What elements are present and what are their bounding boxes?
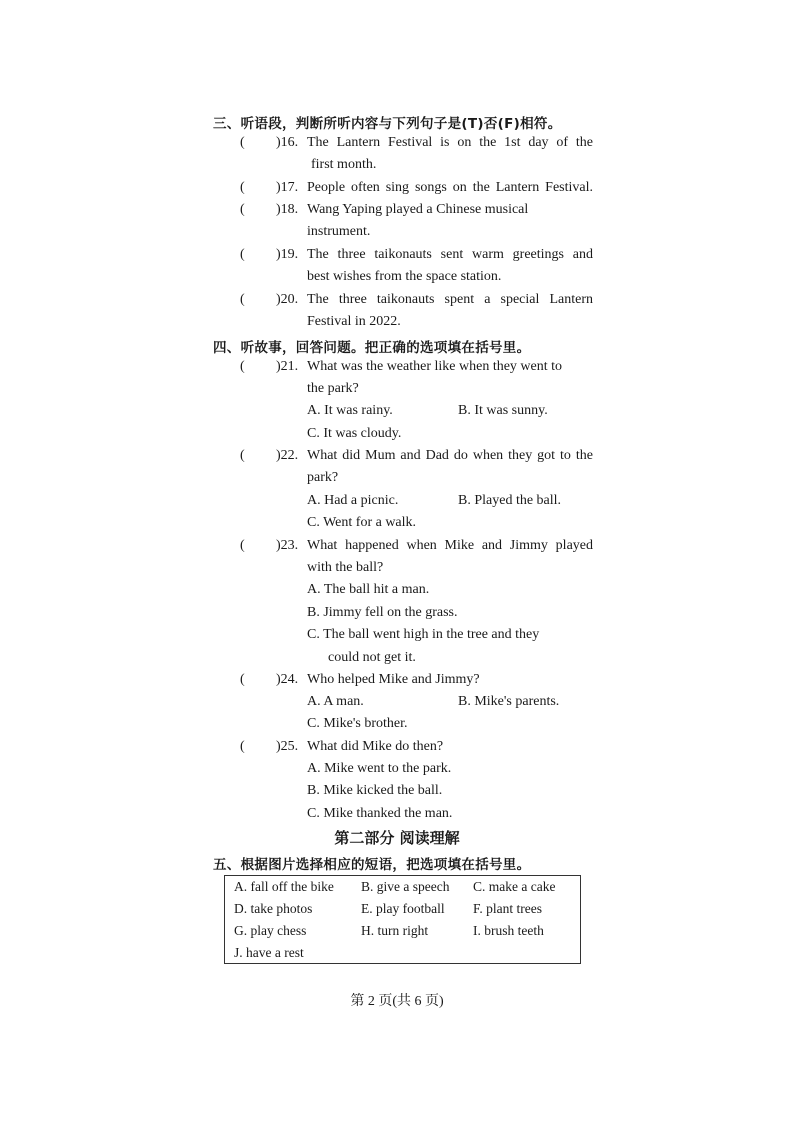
question-number: )18. (276, 202, 299, 217)
question-text: What did Mike do then? (307, 739, 444, 754)
question-text: What happened when Mike and Jimmy played (307, 538, 593, 553)
answer-blank[interactable]: ( (240, 180, 245, 195)
question-text-cont: Festival in 2022. (307, 314, 401, 329)
answer-blank[interactable]: ( (240, 292, 245, 307)
answer-blank[interactable]: ( (240, 247, 245, 262)
question-number: )19. (276, 247, 299, 262)
phrase-option: C. make a cake (473, 879, 556, 894)
option-a: A. A man. (307, 694, 364, 709)
option-c: C. Mike thanked the man. (307, 806, 453, 821)
phrase-option: D. take photos (234, 901, 313, 916)
section3-title: 三、听语段，判断所听内容与下列句子是(T)否(F)相符。 (213, 116, 562, 132)
section5-title: 五、根据图片选择相应的短语，把选项填在括号里。 (213, 857, 531, 873)
question-text: Wang Yaping played a Chinese musical (307, 202, 529, 217)
answer-blank[interactable]: ( (240, 359, 245, 374)
option-c: C. Mike's brother. (307, 716, 408, 731)
option-b: B. It was sunny. (458, 403, 548, 418)
question-text-cont: park? (307, 470, 339, 485)
question-text: What was the weather like when they went to (307, 359, 563, 374)
phrase-option: A. fall off the bike (234, 879, 334, 894)
option-b: B. Mike's parents. (458, 694, 560, 709)
phrase-option: B. give a speech (361, 879, 450, 894)
question-number: )16. (276, 135, 299, 150)
option-a: A. The ball hit a man. (307, 582, 430, 597)
question-text-cont: instrument. (307, 224, 371, 239)
answer-blank[interactable]: ( (240, 538, 245, 553)
question-text: People often sing songs on the Lantern Festival. (307, 180, 593, 195)
option-b: B. Played the ball. (458, 493, 562, 508)
option-c-cont: could not get it. (328, 650, 416, 665)
phrase-option: G. play chess (234, 923, 307, 938)
answer-blank[interactable]: ( (240, 672, 245, 687)
question-text-cont: best wishes from the space station. (307, 269, 502, 284)
option-c: C. Went for a walk. (307, 515, 417, 530)
option-a: A. It was rainy. (307, 403, 393, 418)
question-number: )20. (276, 292, 299, 307)
question-text: What did Mum and Dad do when they got to the (307, 448, 593, 463)
option-a: A. Mike went to the park. (307, 761, 452, 776)
question-text: Who helped Mike and Jimmy? (307, 672, 480, 687)
question-text-cont: with the ball? (307, 560, 384, 575)
section4-title: 四、听故事，回答问题。把正确的选项填在括号里。 (213, 340, 531, 356)
option-b: B. Mike kicked the ball. (307, 783, 443, 798)
option-a: A. Had a picnic. (307, 493, 399, 508)
question-number: )21. (276, 359, 299, 374)
answer-blank[interactable]: ( (240, 739, 245, 754)
answer-blank[interactable]: ( (240, 202, 245, 217)
answer-blank[interactable]: ( (240, 135, 245, 150)
phrase-options-box (224, 875, 581, 964)
option-c: C. It was cloudy. (307, 426, 402, 441)
answer-blank[interactable]: ( (240, 448, 245, 463)
question-number: )22. (276, 448, 299, 463)
phrase-option: H. turn right (361, 923, 429, 938)
question-text-cont: first month. (311, 157, 377, 172)
question-number: )17. (276, 180, 299, 195)
question-number: )25. (276, 739, 299, 754)
question-text-cont: the park? (307, 381, 359, 396)
question-number: )23. (276, 538, 299, 553)
phrase-option: E. play football (361, 901, 445, 916)
question-number: )24. (276, 672, 299, 687)
question-text: The Lantern Festival is on the 1st day of the (307, 135, 593, 150)
phrase-option: J. have a rest (234, 945, 304, 960)
phrase-option: I. brush teeth (473, 923, 544, 938)
question-text: The three taikonauts spent a special Lantern (307, 292, 593, 307)
option-c: C. The ball went high in the tree and they (307, 627, 540, 642)
question-text: The three taikonauts sent warm greetings and (307, 247, 593, 262)
option-b: B. Jimmy fell on the grass. (307, 605, 458, 620)
phrase-option: F. plant trees (473, 901, 543, 916)
part2-title: 第二部分 阅读理解 (334, 829, 460, 847)
page-number: 第 2 页(共 6 页) (350, 994, 444, 1009)
